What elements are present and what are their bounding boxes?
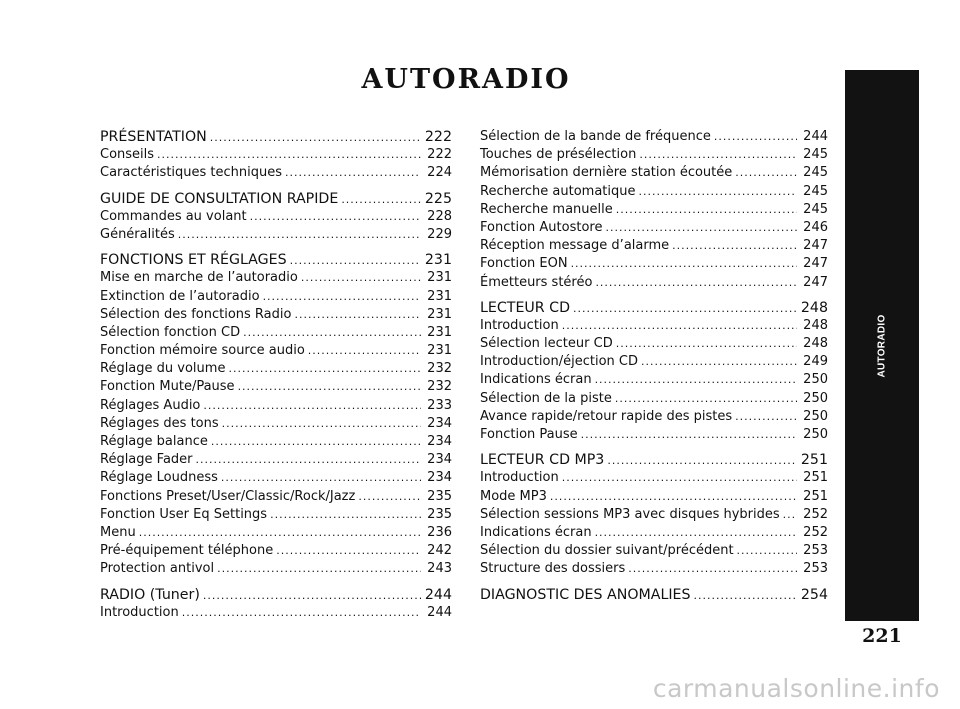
toc-entry-page-number: 245 [803,183,828,199]
toc-entry[interactable] [480,353,828,371]
toc-entry[interactable] [480,317,828,335]
toc-entry-page-number: 234 [427,470,452,486]
toc-entry-label: Réglage balance [100,434,208,449]
toc-entry[interactable] [100,324,452,342]
chapter-side-tab [845,70,919,621]
toc-entry-page-number: 251 [800,452,828,469]
toc-entry-page-number: 231 [427,306,452,322]
toc-entry[interactable] [480,560,828,578]
toc-dot-leader [211,433,421,451]
toc-dot-leader [196,451,421,469]
toc-entry-page-number: 248 [803,336,828,352]
toc-dot-leader [203,587,421,605]
toc-entry[interactable] [100,542,452,560]
toc-entry-page-number: 231 [427,288,452,304]
toc-entry-page-number: 231 [427,324,452,340]
toc-entry[interactable] [100,208,452,226]
toc-entry-label: Réglages des tons [100,415,219,431]
toc-entry[interactable] [480,371,828,389]
toc-entry-label: Fonction Pause [480,427,578,442]
toc-entry-label: Fonction User Eq Settings [100,506,268,522]
toc-entry-label: Fonction Autostore [480,219,603,235]
toc-entry-label: PRÉSENTATION [100,129,207,145]
toc-dot-leader [358,488,421,506]
toc-dot-leader [276,542,421,560]
toc-entry[interactable] [100,146,452,164]
toc-entry-label: Protection antivol [100,561,215,577]
toc-entry-page-number: 244 [427,604,452,620]
toc-entry-label: Fonctions Preset/User/Classic/Rock/Jazz [100,488,356,504]
toc-entry[interactable] [480,488,828,506]
toc-entry-page-number: 232 [427,379,452,395]
toc-dot-leader [639,146,797,164]
toc-entry[interactable] [100,506,452,524]
toc-entry-page-number: 225 [424,190,452,207]
toc-entry[interactable] [480,542,828,560]
toc-entry-label: Introduction [480,470,559,486]
toc-entry-page-number: 243 [427,561,452,577]
toc-entry-label: Extinction de l’autoradio [100,288,260,304]
toc-entry[interactable] [100,269,452,287]
toc-dot-leader [210,129,421,147]
toc-entry-page-number: 244 [424,586,452,603]
toc-dot-leader [581,426,797,444]
toc-entry[interactable] [480,426,828,444]
toc-entry-label: Mise en marche de l’autoradio [100,270,298,286]
toc-section-entry[interactable] [480,451,828,469]
toc-entry[interactable] [480,335,828,353]
toc-entry-page-number: 250 [803,427,828,442]
toc-entry[interactable] [480,237,828,255]
toc-entry-page-number: 235 [427,506,452,522]
toc-entry[interactable] [100,226,452,244]
toc-entry-label: Réception message d’alarme [480,238,670,254]
toc-entry-label: Réglage du volume [100,361,226,377]
toc-dot-leader [290,252,421,270]
toc-dot-leader [341,191,421,209]
toc-entry-page-number: 245 [803,201,828,217]
toc-dot-leader [607,452,797,470]
toc-dot-leader [641,353,797,371]
toc-entry-page-number: 250 [803,390,828,406]
toc-entry[interactable] [100,342,452,360]
toc-entry-page-number: 248 [800,299,828,316]
toc-dot-leader [228,360,421,378]
toc-dot-leader [182,604,421,622]
toc-entry-page-number: 251 [803,488,828,504]
toc-entry-label: Introduction [100,604,179,620]
toc-entry-label: Recherche automatique [480,183,636,199]
toc-dot-leader [595,371,797,389]
toc-entry-page-number: 234 [427,434,452,449]
toc-entry[interactable] [480,469,828,487]
toc-dot-leader [735,164,797,182]
chapter-side-tab-label: AUTORADIO [876,313,888,378]
toc-entry-page-number: 245 [803,165,828,181]
toc-section-entry[interactable] [480,586,828,604]
toc-entry-page-number: 224 [427,165,452,181]
toc-entry[interactable] [100,164,452,182]
toc-dot-leader [285,164,421,182]
toc-entry[interactable] [100,488,452,506]
toc-section-entry[interactable] [100,586,452,604]
toc-entry-page-number: 251 [803,470,828,486]
toc-entry[interactable] [480,219,828,237]
toc-dot-leader [562,317,797,335]
toc-entry-label: Sélection de la piste [480,390,612,406]
toc-entry-label: GUIDE DE CONSULTATION RAPIDE [100,190,339,207]
toc-entry[interactable] [100,397,452,415]
toc-entry[interactable] [480,274,828,292]
toc-entry-label: Sélection fonction CD [100,324,241,340]
toc-entry-page-number: 249 [803,354,828,370]
toc-entry-page-number: 228 [427,208,452,224]
page-number: 221 [862,625,902,647]
toc-dot-leader [222,415,421,433]
toc-entry[interactable] [480,164,828,182]
toc-entry-label: Sélection du dossier suivant/précédent [480,543,734,559]
toc-entry[interactable] [480,255,828,273]
toc-entry-label: Pré-équipement téléphone [100,543,274,559]
toc-entry-page-number: 233 [427,397,452,413]
toc-entry-label: Généralités [100,226,175,242]
toc-entry-label: Sélection de la bande de fréquence [480,129,711,144]
toc-dot-leader [615,390,797,408]
toc-dot-leader [301,269,421,287]
toc-dot-leader [595,524,797,542]
toc-dot-leader [243,324,421,342]
toc-entry-label: RADIO (Tuner) [100,586,200,603]
toc-dot-leader [203,397,421,415]
toc-entry-label: Avance rapide/retour rapide des pistes [480,408,733,424]
toc-entry-page-number: 222 [427,147,452,163]
toc-entry-label: Émetteurs stéréo [480,274,593,290]
toc-entry-label: Mémorisation dernière station écoutée [480,165,733,181]
toc-entry-label: Introduction [480,317,559,333]
toc-entry[interactable] [480,506,828,524]
toc-dot-leader [263,288,421,306]
toc-entry-page-number: 234 [427,452,452,468]
toc-entry-page-number: 234 [427,415,452,431]
toc-entry-page-number: 242 [427,543,452,559]
toc-dot-leader [605,219,797,237]
toc-entry-label: Fonction EON [480,256,568,272]
toc-entry-label: Caractéristiques techniques [100,165,283,181]
toc-section-entry[interactable] [100,190,452,208]
toc-entry-label: Sélection lecteur CD [480,336,613,352]
toc-entry-page-number: 247 [803,274,828,290]
toc-entry-page-number: 250 [803,372,828,388]
toc-dot-leader [595,274,797,292]
toc-entry[interactable] [480,128,828,146]
toc-entry-page-number: 253 [803,543,828,559]
watermark: carmanualsonline.info [652,674,940,703]
toc-left-column [100,128,452,622]
toc-dot-leader [616,335,797,353]
toc-entry-label: Fonction Mute/Pause [100,379,235,395]
toc-entry-page-number: 244 [803,129,828,144]
toc-dot-leader [562,469,797,487]
toc-right-column [480,128,828,604]
toc-entry-page-number: 250 [803,408,828,424]
toc-entry-page-number: 252 [803,506,828,522]
toc-entry-label: Structure des dossiers [480,561,626,577]
toc-entry-label: Indications écran [480,372,592,388]
toc-entry[interactable] [480,201,828,219]
toc-entry-page-number: 222 [424,129,452,145]
toc-entry-label: Recherche manuelle [480,201,613,217]
toc-section-entry[interactable] [100,251,452,269]
toc-dot-leader [270,506,421,524]
toc-entry-label: Réglages Audio [100,397,201,413]
toc-dot-leader [737,542,797,560]
toc-entry-page-number: 247 [803,238,828,254]
toc-dot-leader [238,378,421,396]
toc-entry-label: FONCTIONS ET RÉGLAGES [100,252,287,269]
toc-dot-leader [157,146,421,164]
toc-dot-leader [139,524,421,542]
toc-entry[interactable] [100,288,452,306]
toc-entry-label: Sélection sessions MP3 avec disques hybrides [480,506,780,522]
toc-entry[interactable] [480,524,828,542]
toc-entry[interactable] [100,378,452,396]
toc-dot-leader [571,255,797,273]
toc-entry-label: Mode MP3 [480,488,547,504]
toc-entry-label: Réglage Fader [100,452,193,468]
toc-dot-leader [250,208,421,226]
toc-dot-leader [735,408,797,426]
toc-entry-label: Menu [100,524,136,540]
toc-entry-page-number: 235 [427,488,452,504]
toc-entry-page-number: 246 [803,219,828,235]
toc-entry[interactable] [100,451,452,469]
toc-entry-label: Conseils [100,147,155,163]
toc-entry-label: Indications écran [480,524,592,540]
toc-dot-leader [628,560,797,578]
toc-dot-leader [783,506,797,524]
page-title: AUTORADIO [361,64,571,95]
toc-section-entry[interactable] [480,299,828,317]
toc-section-entry[interactable] [100,128,452,146]
toc-entry-label: Introduction/éjection CD [480,354,638,370]
toc-dot-leader [639,183,798,201]
toc-entry[interactable] [100,604,452,622]
toc-entry[interactable] [100,415,452,433]
toc-entry-label: Fonction mémoire source audio [100,343,305,359]
toc-entry-page-number: 254 [800,586,828,603]
toc-entry-label: Sélection des fonctions Radio [100,306,292,322]
toc-dot-leader [672,237,797,255]
toc-entry-page-number: 231 [424,252,452,269]
toc-entry[interactable] [100,433,452,451]
toc-dot-leader [616,201,797,219]
toc-entry[interactable] [480,390,828,408]
toc-entry-page-number: 236 [427,524,452,540]
toc-entry-label: DIAGNOSTIC DES ANOMALIES [480,586,691,603]
toc-entry-page-number: 252 [803,524,828,540]
toc-entry-page-number: 232 [427,361,452,377]
toc-entry-label: Touches de présélection [480,147,637,163]
toc-entry[interactable] [100,524,452,542]
toc-entry-page-number: 231 [427,270,452,286]
toc-entry-label: LECTEUR CD MP3 [480,452,605,469]
toc-entry[interactable] [480,146,828,164]
toc-dot-leader [217,560,421,578]
toc-entry-label: Réglage Loudness [100,470,218,486]
toc-dot-leader [573,300,797,318]
toc-entry[interactable] [100,469,452,487]
toc-dot-leader [294,306,421,324]
toc-dot-leader [221,469,421,487]
toc-dot-leader [550,488,797,506]
toc-entry-page-number: 248 [803,317,828,333]
toc-entry[interactable] [100,360,452,378]
toc-entry-page-number: 229 [427,226,452,242]
toc-entry[interactable] [480,408,828,426]
toc-dot-leader [714,128,797,146]
toc-dot-leader [178,226,421,244]
toc-entry-page-number: 253 [803,561,828,577]
toc-entry[interactable] [480,183,828,201]
toc-entry[interactable] [100,306,452,324]
toc-entry-page-number: 245 [803,147,828,163]
toc-entry[interactable] [100,560,452,578]
toc-dot-leader [694,587,797,605]
toc-entry-page-number: 231 [427,343,452,359]
toc-dot-leader [308,342,421,360]
toc-entry-page-number: 247 [803,256,828,272]
toc-entry-label: Commandes au volant [100,208,247,224]
toc-entry-label: LECTEUR CD [480,299,570,316]
